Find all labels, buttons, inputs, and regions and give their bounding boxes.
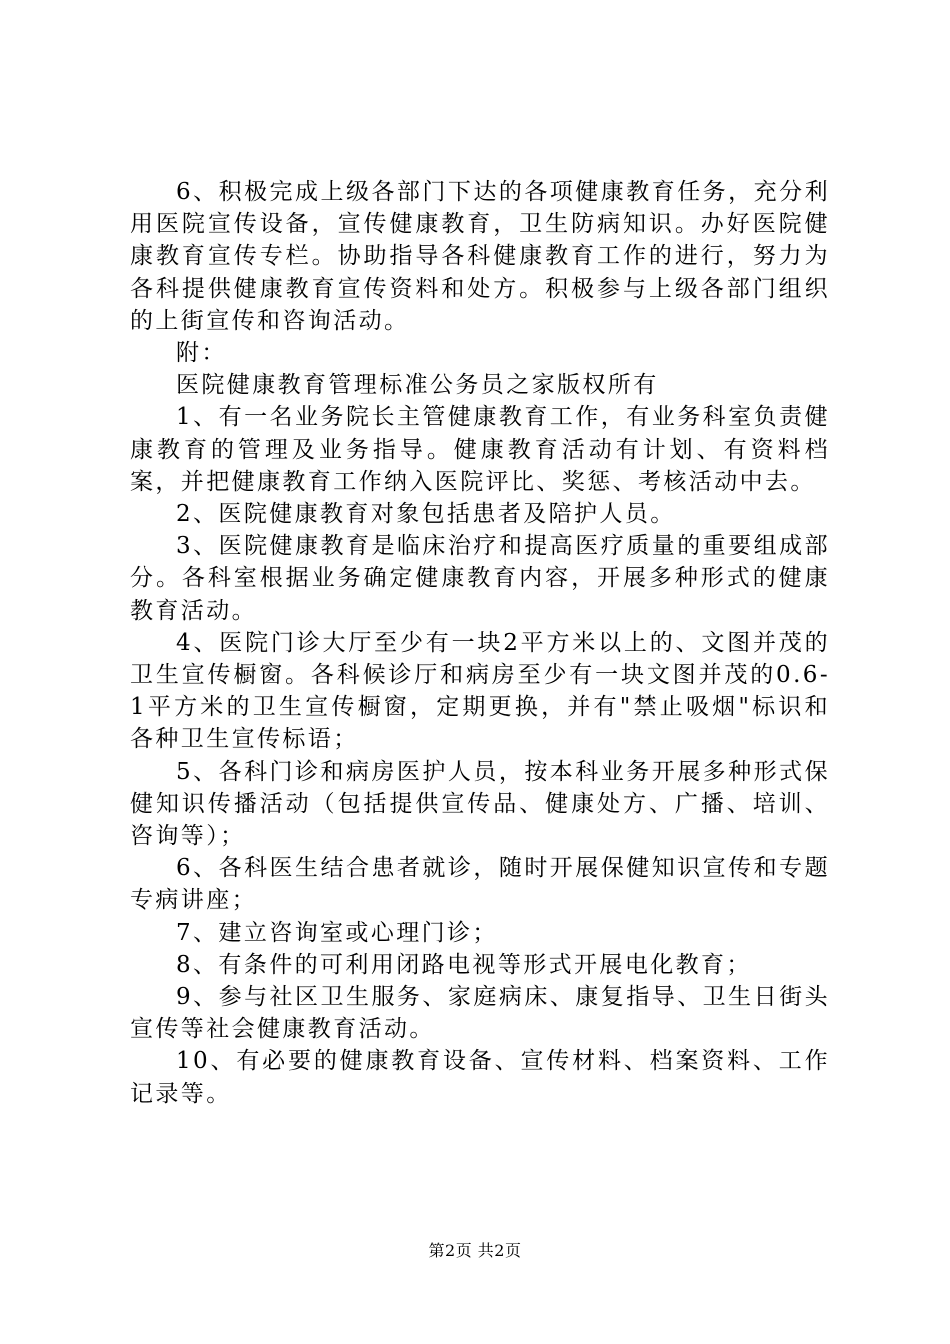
- standard-item-4: 4、医院门诊大厅至少有一块2平方米以上的、文图并茂的卫生宣传橱窗。各科候诊厅和病房至少有一块文图并茂的0.6-1平方米的卫生宣传橱窗，定期更换，并有"禁止吸烟"标识和各种卫生宣传标语；: [130, 629, 830, 753]
- appendix-label: 附：: [176, 340, 227, 367]
- page-number-footer: 第2页 共2页: [428, 1241, 522, 1260]
- appendix-title: 医院健康教育管理标准公务员之家版权所有: [176, 372, 659, 399]
- paragraph-item-6-duties: 6、积极完成上级各部门下达的各项健康教育任务，充分利用医院宣传设备，宣传健康教育，卫生防病知识。办好医院健康教育宣传专栏。协助指导各科健康教育工作的进行，努力为各科提供健康教育宣传资料和处方。积极参与上级各部门组织的上街宣传和咨询活动。: [130, 179, 830, 334]
- standard-item-3: 3、医院健康教育是临床治疗和提高医疗质量的重要组成部分。各科室根据业务确定健康教育内容，开展多种形式的健康教育活动。: [130, 533, 830, 624]
- standard-item-10: 10、有必要的健康教育设备、宣传材料、档案资料、工作记录等。: [130, 1048, 830, 1107]
- standard-item-1: 1、有一名业务院长主管健康教育工作，有业务科室负责健康教育的管理及业务指导。健康教育活动有计划、有资料档案，并把健康教育工作纳入医院评比、奖惩、考核活动中去。: [130, 404, 830, 495]
- document-body: [130, 176, 830, 1110]
- standard-item-5: 5、各科门诊和病房医护人员，按本科业务开展多种形式保健知识传播活动（包括提供宣传品、健康处方、广播、培训、咨询等）；: [130, 758, 830, 850]
- standard-item-6: 6、各科医生结合患者就诊，随时开展保健知识宣传和专题专病讲座；: [130, 855, 830, 914]
- standard-item-8: 8、有条件的可利用闭路电视等形式开展电化教育；: [176, 951, 752, 978]
- standard-item-2: 2、医院健康教育对象包括患者及陪护人员。: [176, 501, 676, 528]
- standard-item-9: 9、参与社区卫生服务、家庭病床、康复指导、卫生日街头宣传等社会健康教育活动。: [130, 984, 830, 1043]
- standard-item-7: 7、建立咨询室或心理门诊；: [176, 919, 498, 946]
